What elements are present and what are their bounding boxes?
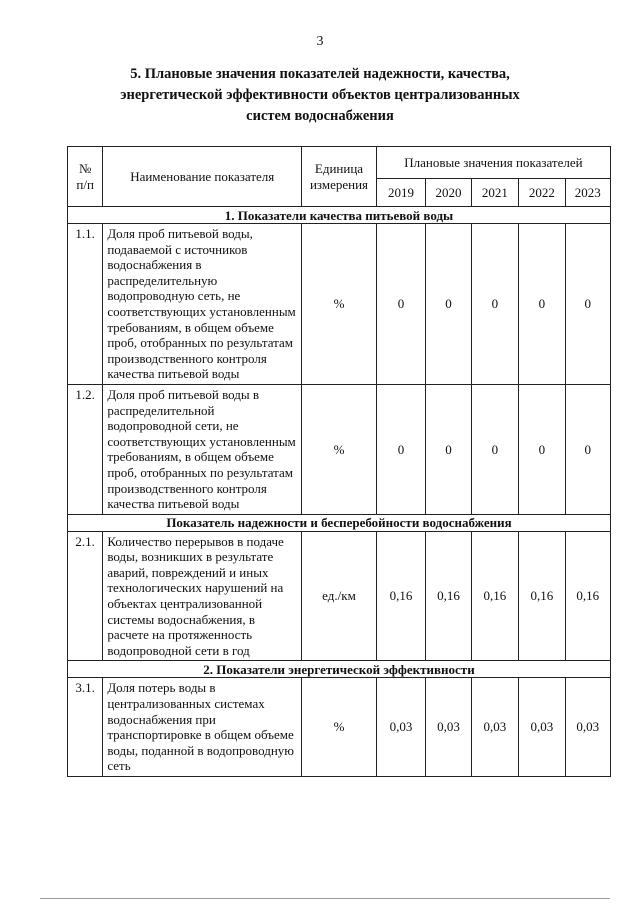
row-value: 0,03 bbox=[471, 678, 518, 777]
row-unit: % bbox=[302, 224, 377, 385]
row-name: Доля потерь воды в централизованных системах водоснабжения при транспортировке в общем объеме воды, поданной в водопроводную сеть bbox=[103, 678, 302, 777]
header-name: Наименование показателя bbox=[103, 147, 302, 207]
row-value: 0,03 bbox=[565, 678, 610, 777]
row-value: 0 bbox=[565, 224, 610, 385]
row-value: 0 bbox=[519, 224, 565, 385]
section-title: Показатель надежности и бесперебойности водоснабжения bbox=[68, 514, 611, 531]
row-name: Доля проб питьевой воды в распределительной водопроводной сети, не соответствующих установленным требованиям, в общем объеме проб, отобранных по результатам производственного контроля качества питьевой воды bbox=[103, 384, 302, 514]
header-planned: Плановые значения показателей bbox=[376, 147, 610, 179]
row-value: 0,03 bbox=[426, 678, 471, 777]
row-value: 0,16 bbox=[471, 531, 518, 661]
table-row bbox=[68, 531, 611, 661]
row-value: 0 bbox=[426, 384, 471, 514]
row-name: Количество перерывов в подаче воды, возникших в результате аварий, повреждений и иных технологических нарушений на объектах централизованной системы водоснабжения, в расчете на протяженность водопроводной сети в год bbox=[103, 531, 302, 661]
header-unit: Единица измерения bbox=[302, 147, 377, 207]
table-row bbox=[68, 224, 611, 385]
row-value: 0,16 bbox=[519, 531, 565, 661]
row-value: 0 bbox=[376, 384, 425, 514]
row-value: 0 bbox=[471, 224, 518, 385]
row-num: 1.2. bbox=[68, 384, 103, 514]
row-num: 2.1. bbox=[68, 531, 103, 661]
row-value: 0 bbox=[471, 384, 518, 514]
table-row bbox=[68, 384, 611, 514]
row-value: 0,16 bbox=[376, 531, 425, 661]
row-value: 0 bbox=[426, 224, 471, 385]
row-value: 0 bbox=[565, 384, 610, 514]
title-line-2: энергетической эффективности объектов централизованных bbox=[120, 87, 520, 103]
header-year: 2020 bbox=[426, 179, 471, 207]
section-title: 2. Показатели энергетической эффективности bbox=[68, 661, 611, 678]
section-header-row bbox=[68, 207, 611, 224]
row-value: 0,03 bbox=[376, 678, 425, 777]
section-title: 1. Показатели качества питьевой воды bbox=[68, 207, 611, 224]
row-num: 1.1. bbox=[68, 224, 103, 385]
page-number: 3 bbox=[316, 34, 324, 49]
section-header-row bbox=[68, 661, 611, 678]
header-year: 2021 bbox=[471, 179, 518, 207]
section-header-row bbox=[68, 514, 611, 531]
row-value: 0 bbox=[376, 224, 425, 385]
header-num: № п/п bbox=[68, 147, 103, 207]
row-value: 0,16 bbox=[426, 531, 471, 661]
page-bottom-edge bbox=[40, 898, 610, 899]
row-num: 3.1. bbox=[68, 678, 103, 777]
indicators-table bbox=[67, 146, 611, 777]
row-unit: % bbox=[302, 678, 377, 777]
row-value: 0,16 bbox=[565, 531, 610, 661]
row-unit: % bbox=[302, 384, 377, 514]
document-title bbox=[90, 64, 550, 127]
row-value: 0,03 bbox=[519, 678, 565, 777]
table-row bbox=[68, 678, 611, 777]
row-unit: ед./км bbox=[302, 531, 377, 661]
header-year: 2023 bbox=[565, 179, 610, 207]
title-line-3: систем водоснабжения bbox=[246, 108, 394, 124]
row-name: Доля проб питьевой воды, подаваемой с источников водоснабжения в распределительную водопроводную сеть, не соответствующих установленным требованиям, в общем объеме проб, отобранных по результатам производственного контроля качества питьевой воды bbox=[103, 224, 302, 385]
header-year: 2022 bbox=[519, 179, 565, 207]
row-value: 0 bbox=[519, 384, 565, 514]
title-line-1: 5. Плановые значения показателей надежности, качества, bbox=[130, 66, 510, 82]
header-year: 2019 bbox=[376, 179, 425, 207]
